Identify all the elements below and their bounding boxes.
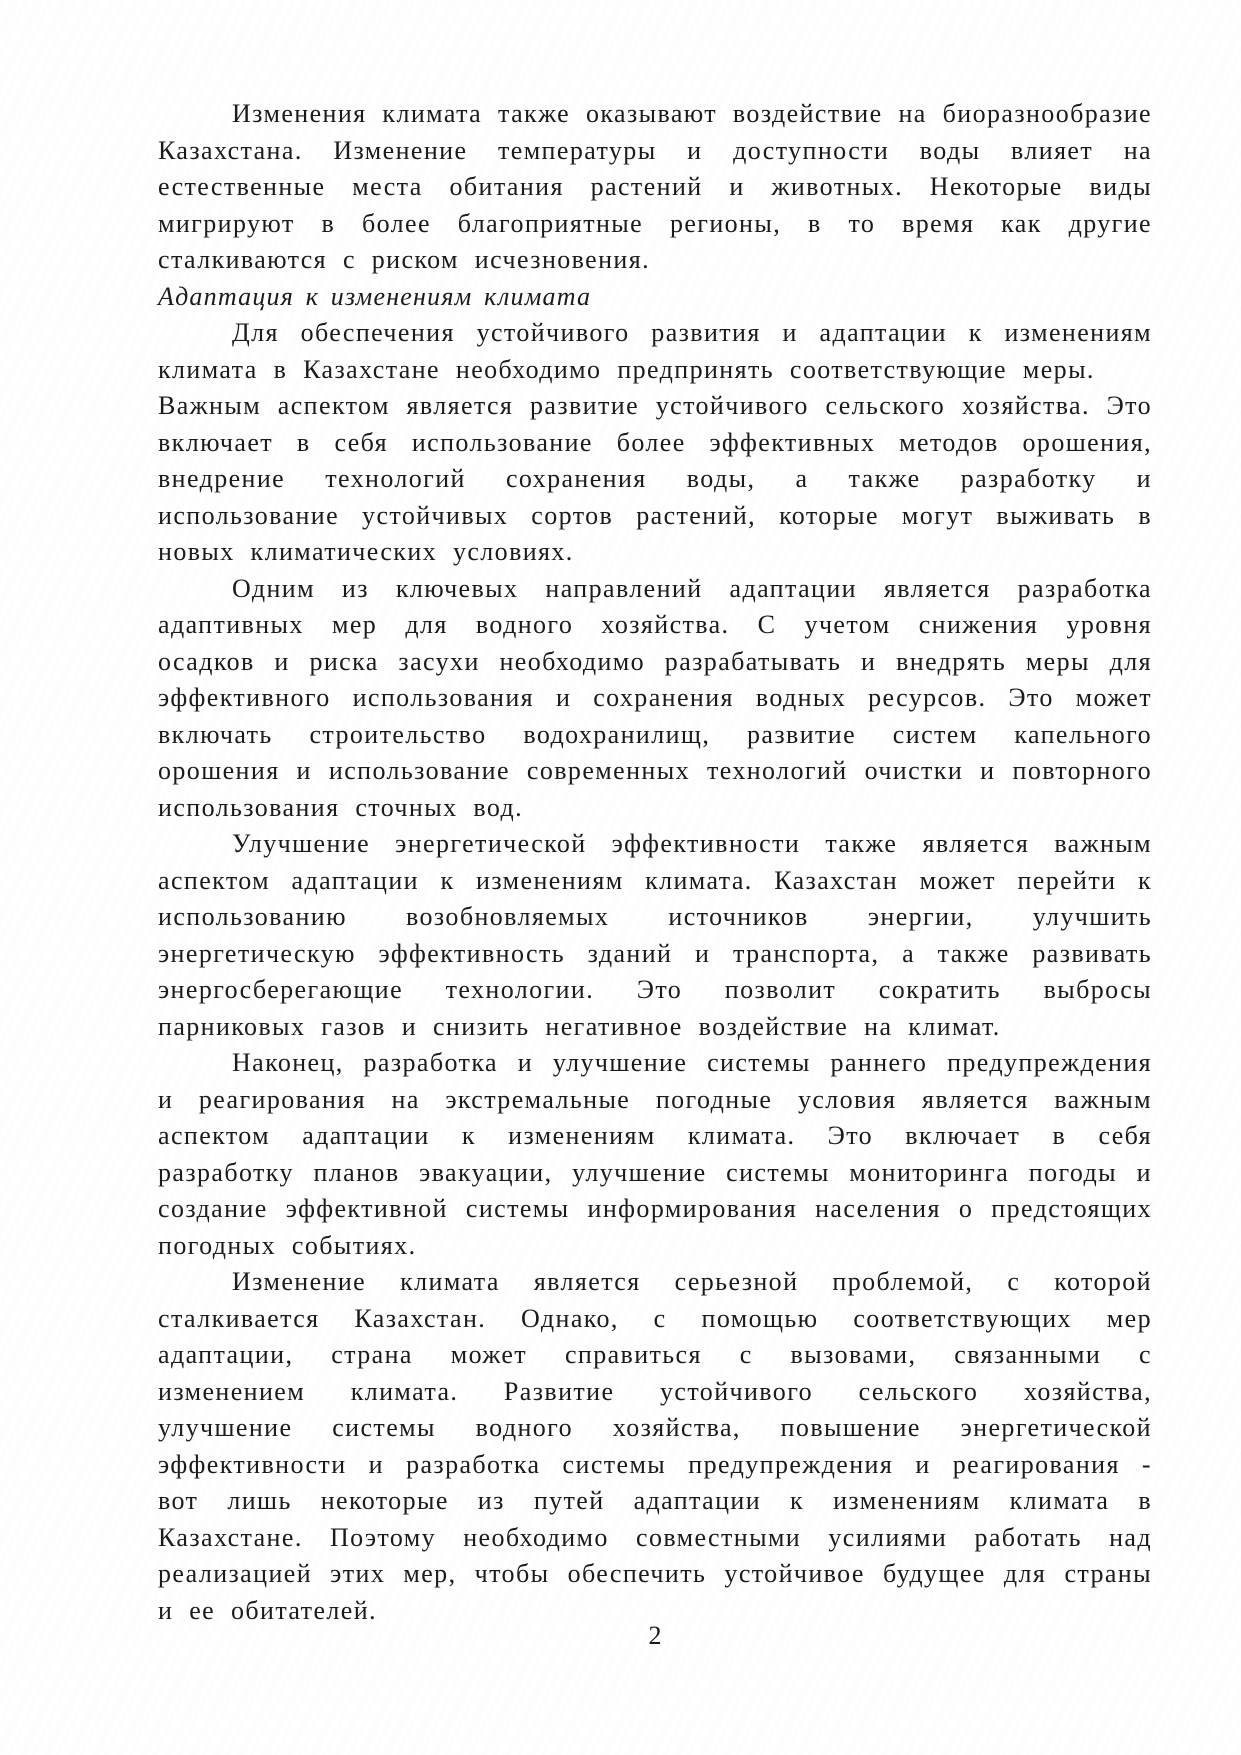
section-heading-adaptation: Адаптация к изменениям климата xyxy=(158,281,592,311)
paragraph-water-management: Одним из ключевых направлений адаптации является разработка адаптивных мер для водного хозяйства. С учетом снижения уровня осадков и риска засухи необходимо разрабатывать и внедрять меры для эффективного использования и сохранения водных ресурсов. Это может включать строительство водохранилищ, развитие систем капельного орошения и использование современных технологий очистки и повторного использования сточных вод. xyxy=(158,573,1152,822)
page-number: 2 xyxy=(648,1621,662,1650)
paragraph-energy-efficiency: Улучшение энергетической эффективности также является важным аспектом адаптации к изменениям климата. Казахстан может перейти к использованию возобновляемых источников энергии, улучшить энергетическую эффективность зданий и транспорта, а также развивать энергосберегающие технологии. Это позволит сократить выбросы парниковых газов и снизить негативное воздействие на климат. xyxy=(158,829,1152,1041)
paragraph-biodiversity: Изменения климата также оказывают воздействие на биоразнообразие Казахстана. Изменение температуры и доступности воды влияет на естественные места обитания растений и животных. Некоторые виды мигрируют в более благоприятные регионы, в то время как другие сталкиваются с риском исчезновения. xyxy=(158,99,1152,274)
paragraph-early-warning: Наконец, разработка и улучшение системы раннего предупреждения и реагирования на экстремальные погодные условия является важным аспектом адаптации к изменениям климата. Это включает в себя разработку планов эвакуации, улучшение системы мониторинга погоды и создание эффективной системы информирования населения о предстоящих погодных событиях. xyxy=(158,1048,1152,1260)
paragraph-agriculture: Важным аспектом является развитие устойчивого сельского хозяйства. Это включает в себя использование более эффективных методов орошения, внедрение технологий сохранения воды, а также разработку и использование устойчивых сортов растений, которые могут выживать в новых климатических условиях. xyxy=(158,391,1152,566)
document-body xyxy=(158,96,1152,1629)
paragraph-intro-measures: Для обеспечения устойчивого развития и адаптации к изменениям климата в Казахстане необходимо предпринять соответствующие меры. xyxy=(158,318,1152,384)
paragraph-conclusion: Изменение климата является серьезной проблемой, с которой сталкивается Казахстан. Однако, с помощью соответствующих мер адаптации, страна может справиться с вызовами, связанными с изменением климата. Развитие устойчивого сельского хозяйства, улучшение системы водного хозяйства, повышение энергетической эффективности и разработка системы предупреждения и реагирования - вот лишь некоторые из путей адаптации к изменениям климата в Казахстане. Поэтому необходимо совместными усилиями работать над реализацией этих мер, чтобы обеспечить устойчивое будущее для страны и ее обитателей. xyxy=(158,1267,1152,1625)
